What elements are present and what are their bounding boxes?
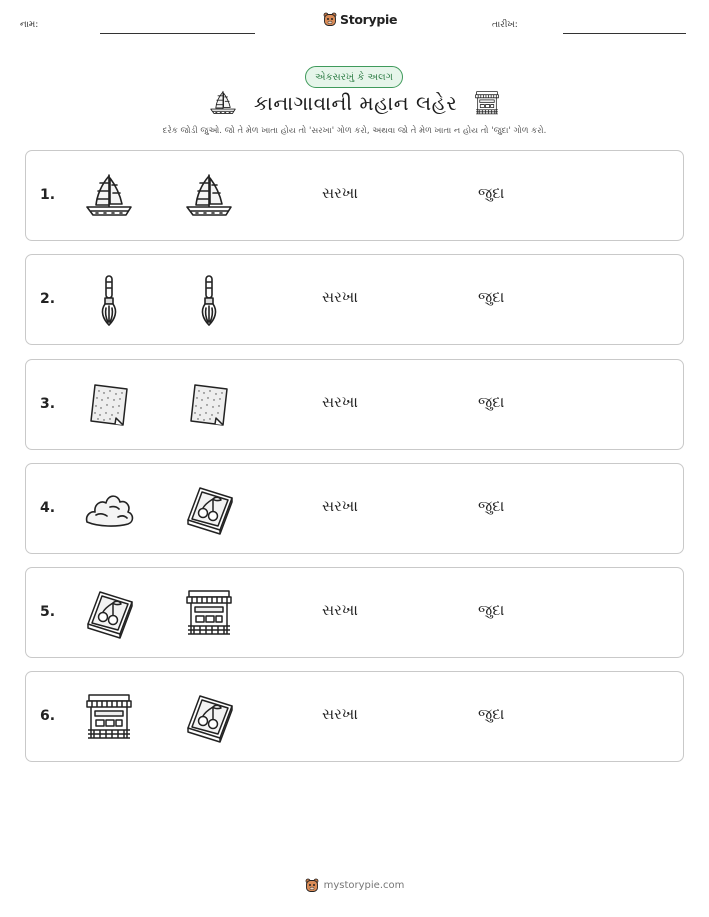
question-row-2 xyxy=(25,254,684,345)
question-number: 3. xyxy=(40,396,56,412)
question-row-4 xyxy=(25,463,684,554)
title-row xyxy=(0,88,709,118)
name-label: નામ: xyxy=(20,20,39,30)
page-title: કાનાગાવાની મહાન લહેર xyxy=(253,91,458,115)
different-option[interactable]: જુદા xyxy=(478,601,505,619)
different-option[interactable]: જુદા xyxy=(478,184,505,202)
same-option[interactable]: સરખા xyxy=(322,184,358,202)
brand-logo xyxy=(323,12,397,27)
category-badge: એકસરખું કે અલગ xyxy=(305,66,403,88)
different-option[interactable]: જુદા xyxy=(478,288,505,306)
paintbrush-icon xyxy=(82,273,136,327)
same-option[interactable]: સરખા xyxy=(322,705,358,723)
question-number: 1. xyxy=(40,187,56,203)
question-number: 5. xyxy=(40,604,56,620)
sandpaper-icon xyxy=(82,378,136,432)
cherry-box-icon xyxy=(182,482,236,536)
cherry-box-icon xyxy=(82,586,136,640)
question-number: 2. xyxy=(40,291,56,307)
footer-site-link[interactable]: mystorypie.com xyxy=(323,880,405,891)
question-row-1 xyxy=(25,150,684,241)
market-stall-icon xyxy=(473,89,501,117)
question-number: 4. xyxy=(40,500,56,516)
sailboat-icon xyxy=(182,169,236,223)
sandpaper-icon xyxy=(182,378,236,432)
sailboat-icon xyxy=(208,88,238,118)
same-option[interactable]: સરખા xyxy=(322,601,358,619)
instruction-text: દરેક જોડી જુઓ. જો તે મેળ ખાતા હોય તો 'સરખા' ગોળ કરો, અથવા જો તે મેળ ખાતા ન હોય તો 'જુદા' ગોળ કરો. xyxy=(162,126,547,136)
name-field[interactable] xyxy=(100,33,255,34)
date-field[interactable] xyxy=(563,33,686,34)
market-stall-icon xyxy=(182,586,236,640)
dough-pile-icon xyxy=(82,482,136,536)
brand-name: Storypie xyxy=(340,12,398,27)
date-label: તારીખ: xyxy=(492,20,518,30)
different-option[interactable]: જુદા xyxy=(478,705,505,723)
question-row-6 xyxy=(25,671,684,762)
question-row-3 xyxy=(25,359,684,450)
question-number: 6. xyxy=(40,708,56,724)
market-stall-icon xyxy=(82,690,136,744)
storypie-mascot-icon xyxy=(323,12,337,27)
question-row-5 xyxy=(25,567,684,658)
footer xyxy=(0,878,709,893)
different-option[interactable]: જુદા xyxy=(478,497,505,515)
same-option[interactable]: સરખા xyxy=(322,497,358,515)
different-option[interactable]: જુદા xyxy=(478,393,505,411)
paintbrush-icon xyxy=(182,273,236,327)
sailboat-icon xyxy=(82,169,136,223)
cherry-box-icon xyxy=(182,690,236,744)
same-option[interactable]: સરખા xyxy=(322,288,358,306)
storypie-mascot-icon xyxy=(305,878,319,893)
same-option[interactable]: સરખા xyxy=(322,393,358,411)
